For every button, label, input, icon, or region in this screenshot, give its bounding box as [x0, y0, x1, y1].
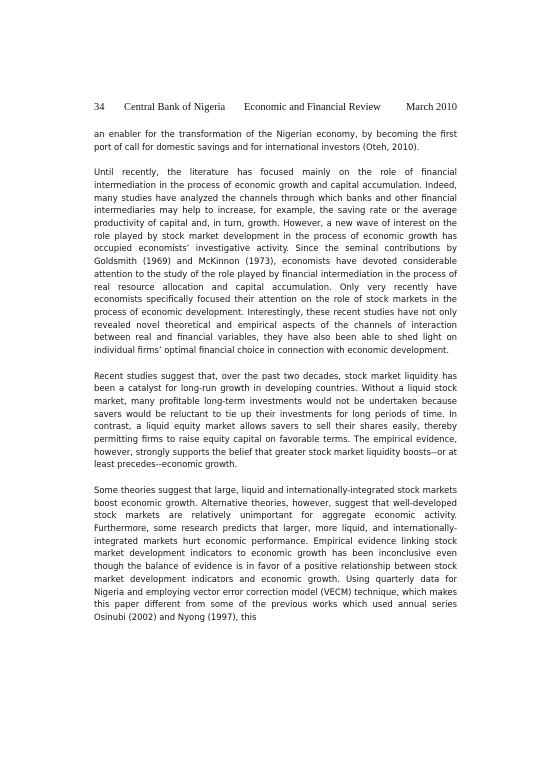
paragraph-continuation: an enabler for the transformation of the Nigerian economy, by becoming the first port of call for domestic savings and for international investors (Oteh, 2010).	[94, 129, 457, 152]
body-text	[94, 128, 457, 637]
paragraph-literature: Until recently, the literature has focused mainly on the role of financial intermediation in the process of economic growth and capital accumulation. Indeed, many studies have analyzed the channels through which banks and other financial intermediaries may help to increase, for example, the saving rate or the average productivity of capital and, in turn, growth. However, a new wave of interest on the role played by stock market development in the process of economic growth has occupied economists’ investigative activity. Since the seminal contributions by Goldsmith (1969) and McKinnon (1973), economists have devoted considerable attention to the study of the role played by financial intermediation in the process of real resource allocation and capital accumulation. Only very recently have economists specifically focused their attention on the role of stock markets in the process of economic development. Interestingly, these recent studies have not only revealed novel theoretical and empirical aspects of the channels of interaction between real and financial variables, they have also been able to shed light on individual firms’ optimal financial choice in connection with economic development.	[94, 167, 457, 356]
publisher-name: Central Bank of Nigeria	[124, 102, 226, 113]
paragraph-liquidity: Recent studies suggest that, over the past two decades, stock market liquidity has been a catalyst for long-run growth in developing countries. Without a liquid stock market, many profitable long-term investments would not be undertaken because savers would be reluctant to tie up their investments for long periods of time. In contrast, a liquid equity market allows savers to sell their shares easily, thereby permitting firms to raise equity capital on favorable terms. The empirical evidence, however, strongly supports the belief that greater stock market liquidity boosts--or at least precedes--economic growth.	[94, 370, 457, 470]
issue-date: March 2010	[405, 102, 457, 113]
journal-title: Economic and Financial Review	[244, 102, 381, 113]
running-header	[94, 102, 457, 116]
paragraph-theories: Some theories suggest that large, liquid and internationally-integrated stock markets boost economic growth. Alternative theories, however, suggest that well-developed stock markets are relatively unimportant for aggregate economic activity. Furthermore, some research predicts that larger, more liquid, and internationally-integrated markets hurt economic performance. Empirical evidence linking stock market development indicators to economic growth has been inconclusive even though the balance of evidence is in favor of a positive relationship between stock market development indicators and economic growth. Using quarterly data for Nigeria and employing vector error correction model (VECM) technique, which makes this paper different from some of the previous works which used annual series Osinubi (2002) and Nyong (1997), this	[94, 484, 457, 622]
page-number: 34	[94, 102, 105, 113]
